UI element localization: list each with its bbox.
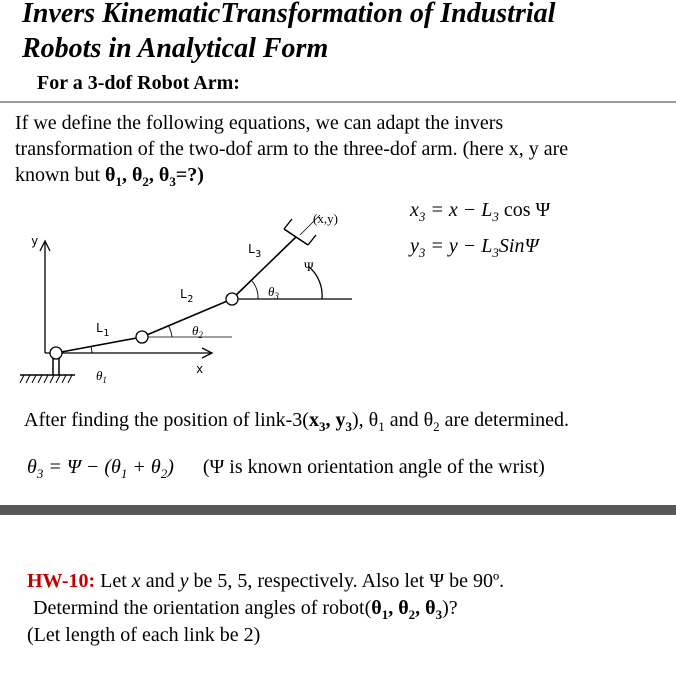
after-finding-text: After finding the position of link-$3(x_3$, $y_3$), $\theta_1$ and $\theta_2$ are determined. <box>24 409 570 434</box>
theta2-label: $\theta_2$ <box>192 323 203 340</box>
intro-line1: If we define the following equations, we can adapt the invers <box>15 112 504 134</box>
joint-3 <box>226 293 238 305</box>
x-axis-label: x <box>196 362 204 376</box>
joint-2 <box>136 331 148 343</box>
theta3-label: $\theta_3$ <box>268 284 279 301</box>
page-title-line1: Invers KinematicTransformation of Industrial <box>22 0 556 29</box>
robot-arm-diagram <box>0 195 400 400</box>
wrist-note: (Ψ is known orientation angle of the wrist) <box>202 456 545 478</box>
gripper-base <box>284 229 308 245</box>
link-3 <box>232 237 296 299</box>
l2-label: $L_2$ <box>180 287 194 305</box>
section-subtitle: For a 3-dof Robot Arm: <box>37 72 240 94</box>
y-axis-label: y <box>31 234 39 248</box>
section-divider <box>0 505 676 515</box>
equation-y3: $y_3 = y - L_3Sin\Psi$ <box>410 235 539 260</box>
point-label: (x,y) <box>313 211 338 226</box>
homework-line1: HW-10: Let x and y be 5, 5, respectively. Also let Ψ be 90º. <box>27 570 505 592</box>
page-title-line2: Robots in Analytical Form <box>22 33 329 64</box>
l3-label: $L_3$ <box>248 242 262 260</box>
homework-line2: Determind the orientation angles of $robot(\theta_1$, $\theta_2$, $\theta_3$)? <box>33 597 458 622</box>
homework-line3: (Let length of each link be 2) <box>27 624 261 646</box>
equation-x3: $x_3 = x - L_3$ cos Ψ <box>410 199 551 224</box>
link-1 <box>56 337 142 353</box>
homework-label: HW-10: <box>27 570 96 592</box>
intro-line2: transformation of the two-dof arm to the three-dof arm. (here x, y are <box>15 138 569 160</box>
divider <box>0 101 676 103</box>
intro-line3: known but $\theta_1$, $\theta_2$, $\theta_3=$?) <box>15 164 204 189</box>
joint-1 <box>50 347 62 359</box>
theta1-label: $\theta_1$ <box>96 368 107 385</box>
psi-label: Ψ <box>304 259 314 274</box>
theta3-equation: $\theta_3 = \Psi - (\theta_1 + \theta_2)$ (Ψ is known orientation angle of the wrist) <box>27 456 545 481</box>
l1-label: $L_1$ <box>96 321 110 339</box>
